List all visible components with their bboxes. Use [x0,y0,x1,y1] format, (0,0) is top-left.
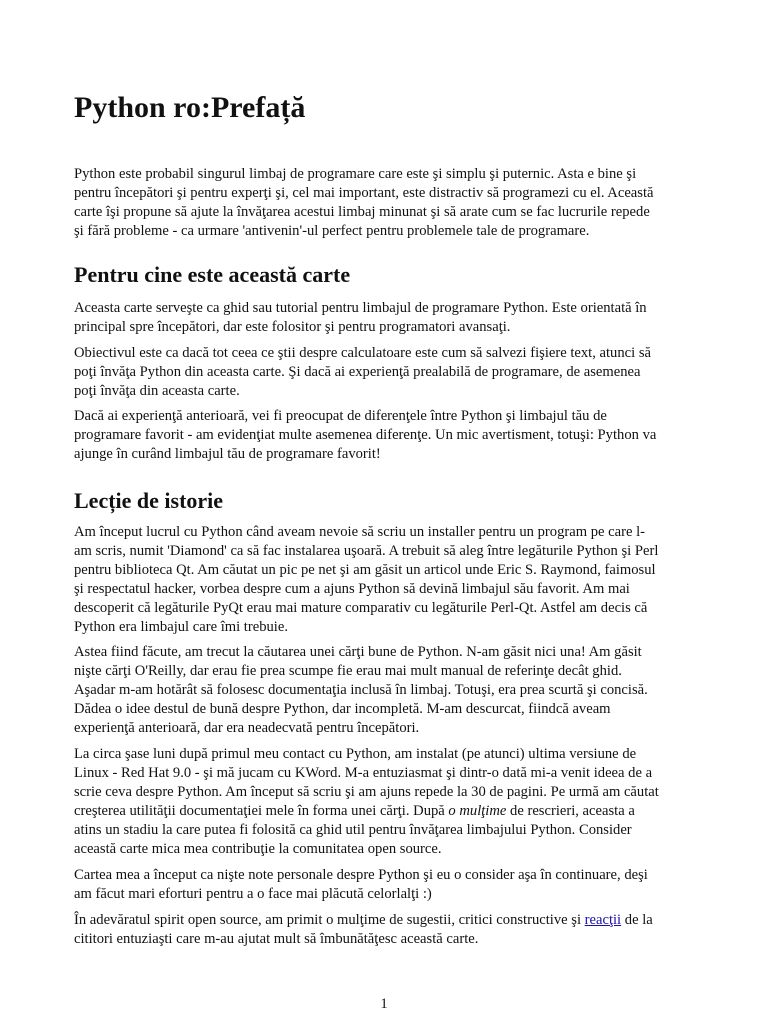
text-line: principal spre începători, dar este folositor şi pentru programatori avansaţi. [74,319,511,335]
audience-paragraph-2 [74,344,694,401]
text-line: Dacă ai experienţă anterioară, vei fi preocupat de diferenţele între Python şi limbajul tău de [74,408,607,424]
text-line: ajunge în curând limbajul tău de programare favorit! [74,446,381,462]
text-line: Python era limbajul care îmi trebuie. [74,619,288,635]
text-line: cititori entuziaşti care m-au ajutat mult să îmbunătăţesc această carte. [74,931,479,947]
text-line: am făcut mari eforturi pentru a o face mai plăcută celorlalţi :) [74,886,432,902]
text-line: poţi învăţa din aceasta carte. [74,383,240,399]
text-line [74,911,694,930]
audience-paragraph-1 [74,299,694,337]
text-line: carte îşi propune să ajute la învăţarea acestui limbaj minunat şi să arate cum se fac lucrurile repede [74,204,650,220]
text-line: atins un stadiu la care putea fi folosită ca ghid util pentru învăţarea limbajului Python. Consider [74,822,632,838]
history-paragraph-1 [74,523,694,637]
section-heading-history: Lecție de istorie [74,488,224,513]
text-line: pentru biblioteca Qt. Am căutat un pic pe net şi am găsit un articol unde Eric S. Raymond, faimosul [74,562,656,578]
history-paragraph-3 [74,745,694,859]
text-line: şi respectatul hacker, vorbea despre cum a ajuns Python să devină limbajul său favorit. Am mai [74,581,630,597]
feedback-link[interactable]: reacţii [584,912,622,928]
text-line: Astea fiind făcute, am trecut la căutarea unei cărţi bune de Python. N-am găsit nici una! Am găsit [74,644,642,660]
text-line: şi fără probleme - ca urmare 'antivenin'-ul perfect pentru problemele tale de programare. [74,223,590,239]
text-line: scrie ceva despre Python. Am început să scriu şi am ajuns repede la 30 de pagini. Pe urmă am căutat [74,784,659,800]
text-line: programare favorit - am evidenţiat multe asemenea diferenţe. Un mic avertisment, totuşi: Python va [74,427,657,443]
emphasized-text: o mulţime [448,803,507,819]
text-line: pentru începători şi pentru experţi şi, cel mai important, este distractiv să programezi cu el. Această [74,185,654,201]
text-line: poţi învăţa Python din aceasta carte. Şi dacă ai experienţă prealabilă de programare, de asemenea [74,364,641,380]
history-paragraph-5 [74,911,694,949]
text-line: am scris, numit 'Diamond' ca să fac instalarea uşoară. A trebuit să aleg între legăturile Python şi Perl [74,543,659,559]
text-segment: de rescrieri, aceasta a [506,803,635,819]
text-segment: de la [621,912,653,928]
text-line: La circa şase luni după primul meu contact cu Python, am instalat (pe atunci) ultima versiune de [74,746,637,762]
section-heading-audience: Pentru cine este această carte [74,262,351,287]
text-segment: În adevăratul spirit open source, am primit o mulţime de sugestii, critici constructive şi [74,912,585,928]
text-line: Am început lucrul cu Python când aveam nevoie să scriu un installer pentru un program pe care l- [74,524,645,540]
page-number: 1 [380,996,388,1012]
text-line: Aşadar m-am hotărât să folosesc documentaţia inclusă în limbaj. Totuşi, era prea scurtă şi concisă. [74,682,648,698]
text-line: Aceasta carte serveşte ca ghid sau tutorial pentru limbajul de programare Python. Este orientată în [74,300,647,316]
audience-paragraph-3 [74,407,694,464]
history-paragraph-2 [74,643,694,738]
text-segment: creşterea utilităţii documentaţiei mele în forma unei cărţi. După [74,803,449,819]
text-line: Obiectivul este ca dacă tot ceea ce ştii despre calculatoare este cum să salvezi fişiere text, atunci să [74,345,651,361]
text-line: nişte cărţi O'Reilly, dar erau fie prea scumpe fie erau mai mult manual de referinţe decât ghid. [74,663,622,679]
text-line [74,802,694,821]
history-paragraph-4 [74,866,694,904]
page-title: Python ro:Prefață [74,91,306,124]
text-line: Python este probabil singurul limbaj de programare care este şi simplu şi puternic. Asta e bine şi [74,166,637,182]
text-line: descoperit că legăturile PyQt erau mai mature comparativ cu legăturile Perl-Qt. Astfel am decis că [74,600,648,616]
text-line: Linux - Red Hat 9.0 - şi mă jucam cu KWord. M-a entuziasmat şi dintr-o dată mi-a venit ideea de a [74,765,653,781]
intro-paragraph [74,165,694,241]
text-line: experienţă anterioară, dar era neadecvată pentru începători. [74,720,420,736]
text-line: această carte mica mea contribuţie la comunitatea open source. [74,841,442,857]
text-line: Cartea mea a început ca nişte note personale despre Python şi eu o consider aşa în continuare, deşi [74,867,648,883]
text-line: Dădea o idee destul de bună despre Python, dar incompletă. M-am descurcat, fiindcă aveam [74,701,611,717]
